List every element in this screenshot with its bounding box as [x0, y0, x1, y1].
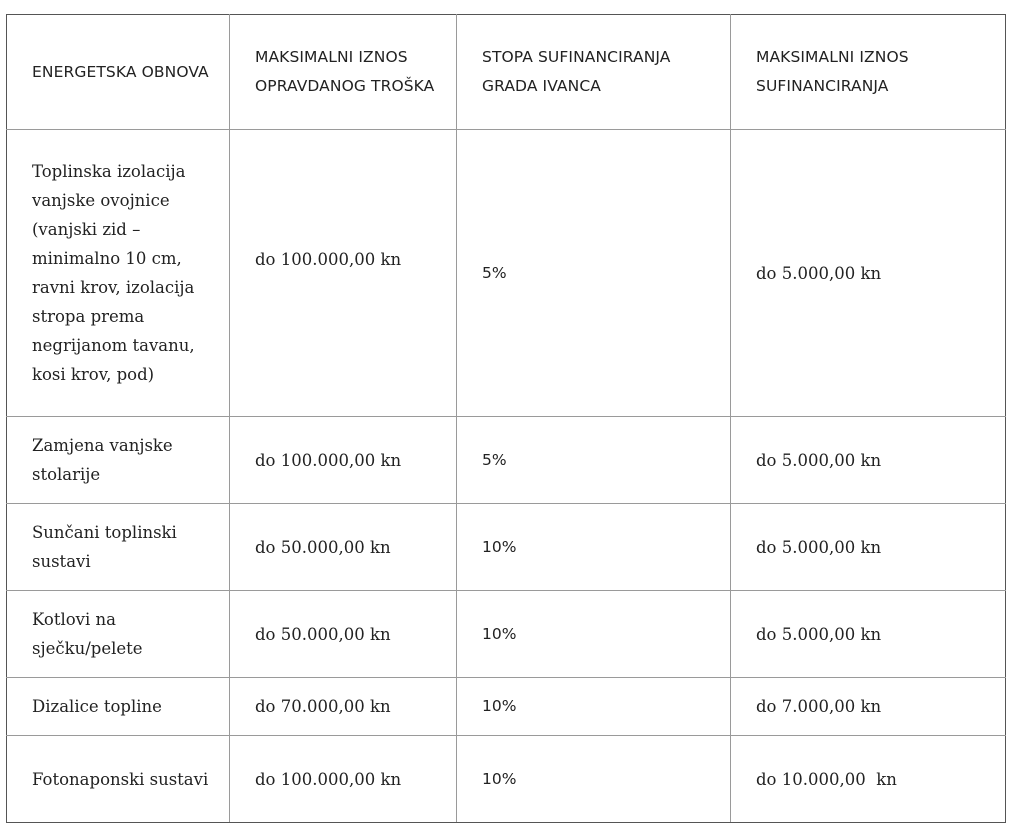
max-amount-cell: do 5.000,00 kn	[731, 504, 1006, 591]
measure-cell: Zamjena vanjske stolarije	[7, 417, 230, 504]
measure-cell: Toplinska izolacija vanjske ovojnice (vanjski zid – minimalno 10 cm, ravni krov, izolacija stropa prema negrijanom tavanu, kosi krov, pod)	[7, 130, 230, 417]
table-row	[7, 504, 1006, 591]
header-max-cofinancing-amount: MAKSIMALNI IZNOS SUFINANCIRANJA	[731, 15, 1006, 130]
header-cofinancing-rate: STOPA SUFINANCIRANJA GRADA IVANCA	[457, 15, 731, 130]
max-cost-cell: do 100.000,00 kn	[230, 736, 457, 823]
table-row	[7, 736, 1006, 823]
rate-cell: 10%	[457, 736, 731, 823]
rate-cell: 10%	[457, 591, 731, 678]
table-row	[7, 678, 1006, 736]
max-cost-cell: do 50.000,00 kn	[230, 504, 457, 591]
header-max-eligible-cost: MAKSIMALNI IZNOS OPRAVDANOG TROŠKA	[230, 15, 457, 130]
max-cost-cell: do 100.000,00 kn	[230, 130, 457, 417]
max-cost-cell: do 70.000,00 kn	[230, 678, 457, 736]
max-amount-cell: do 5.000,00 kn	[731, 591, 1006, 678]
rate-cell: 5%	[457, 130, 731, 417]
measure-cell: Fotonaponski sustavi	[7, 736, 230, 823]
measure-cell: Kotlovi na sječku/pelete	[7, 591, 230, 678]
rate-cell: 10%	[457, 678, 731, 736]
rate-cell: 5%	[457, 417, 731, 504]
max-cost-cell: do 50.000,00 kn	[230, 591, 457, 678]
header-energy-renovation: ENERGETSKA OBNOVA	[7, 15, 230, 130]
max-amount-cell: do 7.000,00 kn	[731, 678, 1006, 736]
max-amount-cell: do 5.000,00 kn	[731, 417, 1006, 504]
table-row	[7, 130, 1006, 417]
table-header-row	[7, 15, 1006, 130]
max-cost-cell: do 100.000,00 kn	[230, 417, 457, 504]
table-row	[7, 417, 1006, 504]
table-row	[7, 591, 1006, 678]
measure-cell: Sunčani toplinski sustavi	[7, 504, 230, 591]
measure-cell: Dizalice topline	[7, 678, 230, 736]
max-amount-cell: do 5.000,00 kn	[731, 130, 1006, 417]
rate-cell: 10%	[457, 504, 731, 591]
energy-renovation-table	[6, 14, 1006, 823]
max-amount-cell: do 10.000,00 kn	[731, 736, 1006, 823]
